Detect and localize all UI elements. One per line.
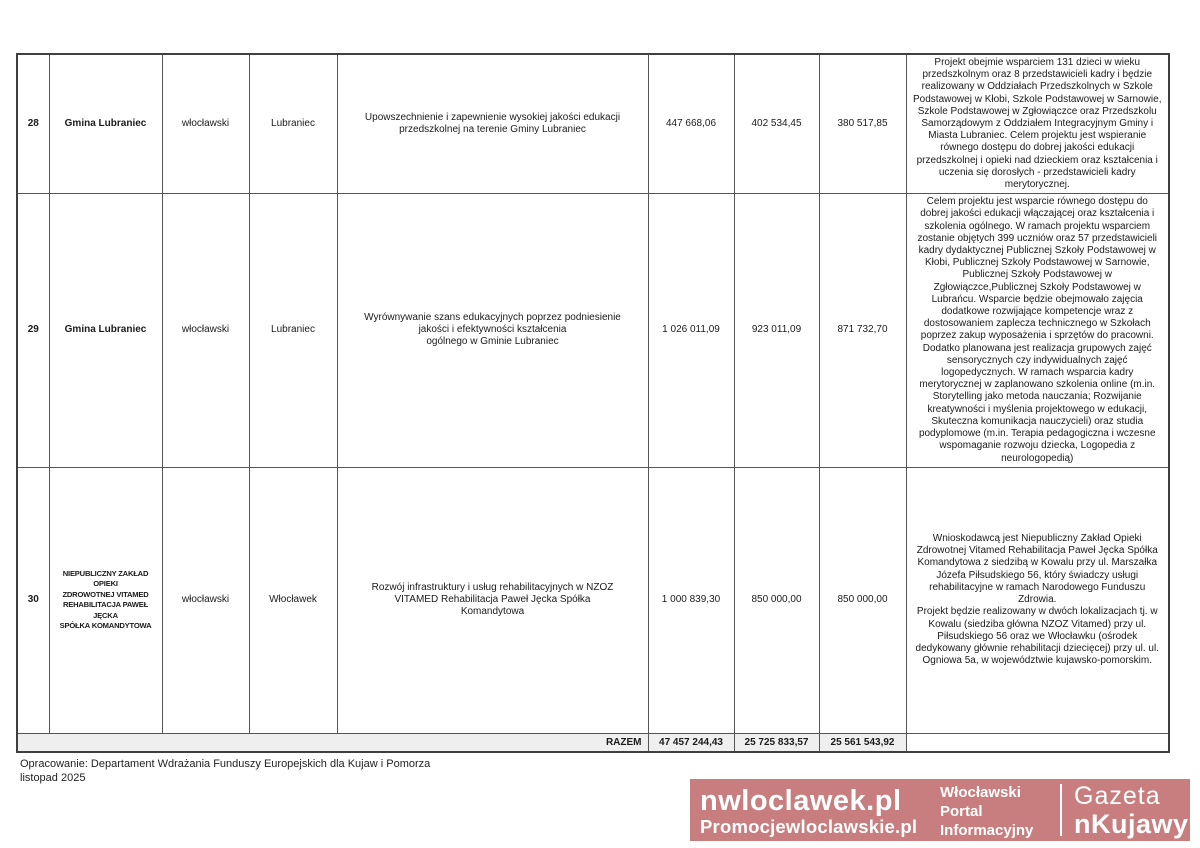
eu-funding-cell: 402 534,45 — [734, 54, 819, 194]
beneficiary-cell: Gmina Lubraniec — [49, 194, 162, 467]
table-row — [17, 194, 1169, 467]
row-number: 28 — [17, 54, 49, 194]
co-funding-cell: 850 000,00 — [819, 467, 906, 733]
gmina-cell: Włocławek — [249, 467, 337, 733]
powiat-cell: włocławski — [162, 54, 249, 194]
prepared-by-line: Opracowanie: Departament Wdrażania Funduszy Europejskich dla Kujaw i Pomorza — [20, 758, 431, 770]
summary-total-value: 47 457 244,43 — [648, 733, 734, 752]
nwloclawek-logo — [690, 779, 938, 841]
total-value-cell: 1 000 839,30 — [648, 467, 734, 733]
nkujawy-text: nKujawy — [1074, 809, 1189, 839]
summary-co-funding: 25 561 543,92 — [819, 733, 906, 752]
project-description-cell: Projekt obejmie wsparciem 131 dzieci w wieku przedszkolnym oraz 8 przedstawicieli kadry i będzie realizowany w Oddziałach Przedszkolnych w Szkole Podstawowej w Kłobi, Szkole Podstawowej w Sarnowie, Szkole Podstawowej w Zgłowiączce oraz Przedszkolu Samorządowym z Oddziałem Integracyjnym Gminy i Miasta Lubraniec. Celem projektu jest wspieranie równego dostępu do dobrej jakości edukacji przedszkolnej i opieki nad dzieckiem oraz kształcenia i uczenia się dorosłych - przedstawicieli kadry merytorycznej. — [906, 54, 1169, 194]
prepared-by-note — [20, 757, 430, 785]
nwloclawek-site-text: nwloclawek.pl — [700, 784, 902, 817]
total-value-cell: 447 668,06 — [648, 54, 734, 194]
portal-tagline — [938, 779, 1060, 841]
eu-funding-cell: 850 000,00 — [734, 467, 819, 733]
table-row — [17, 467, 1169, 733]
tagline-line: Informacyjny — [940, 822, 1034, 839]
grant-projects-table — [16, 53, 1170, 753]
co-funding-cell: 380 517,85 — [819, 54, 906, 194]
promocje-site-text: Promocjewloclawskie.pl — [700, 815, 918, 837]
summary-eu-funding: 25 725 833,57 — [734, 733, 819, 752]
co-funding-cell: 871 732,70 — [819, 194, 906, 467]
gazeta-nkujawy-logo — [1062, 779, 1190, 841]
media-logo-banner — [690, 779, 1190, 841]
row-number: 29 — [17, 194, 49, 467]
prepared-date-line: listopad 2025 — [20, 772, 86, 784]
summary-label: RAZEM — [17, 733, 648, 752]
tagline-line: Portal — [940, 803, 983, 820]
powiat-cell: włocławski — [162, 194, 249, 467]
gazeta-text: Gazeta — [1074, 782, 1161, 810]
project-title-cell: Rozwój infrastruktury i usług rehabilitacyjnych w NZOZ VITAMED Rehabilitacja Paweł Jęcka Spółka Komandytowa — [337, 467, 648, 733]
tagline-line: Włocławski — [940, 784, 1021, 801]
project-title-cell: Upowszechnienie i zapewnienie wysokiej jakości edukacji przedszkolnej na terenie Gminy Lubraniec — [337, 54, 648, 194]
powiat-cell: włocławski — [162, 467, 249, 733]
gmina-cell: Lubraniec — [249, 54, 337, 194]
table-row — [17, 54, 1169, 194]
project-description-cell: Celem projektu jest wsparcie równego dostępu do dobrej jakości edukacji włączającej oraz kształcenia i szkolenia ogólnego. W ramach projektu wsparciem zostanie objętych 399 uczniów oraz 57 przedstawicieli kadry dydaktycznej Publicznej Szkoły Podstawowej w Kłobi, Publicznej Szkoły Podstawowej w Sarnowie, Publicznej Szkoły Podstawowej w Zgłowiączce,Publicznej Szkoły Podstawowej w Lubrańcu. Wsparcie będzie obejmowało zajęcia dodatkowe rozwijające kompetencje wraz z dostosowaniem zaplecza technicznego w Szkołach poprzez zakup wyposażenia i sprzętów do pracowni. Dodatko planowana jest realizacja grupowych zajęć sensorycznych czy indywidualnych zajęć logopedycznych. W ramach wsparcia kadry merytorycznej w zaplanowano szkolenia online (m.in. Storytelling jako metoda nauczania; Rozwijanie kreatywności i myślenia projektowego w edukacji, Skuteczna komunikacja nauczycieli) oraz studia podyplomowe (m.in. Terapia pedagogiczna i wczesne wspomaganie rozwoju dziecka, Logopedia z neurologopedią) — [906, 194, 1169, 467]
gmina-cell: Lubraniec — [249, 194, 337, 467]
eu-funding-cell: 923 011,09 — [734, 194, 819, 467]
total-value-cell: 1 026 011,09 — [648, 194, 734, 467]
project-title-cell: Wyrównywanie szans edukacyjnych poprzez podniesienie jakości i efektywności kształcenia ogólnego w Gminie Lubraniec — [337, 194, 648, 467]
beneficiary-cell: NIEPUBLICZNY ZAKŁAD OPIEKI ZDROWOTNEJ VITAMED REHABILITACJA PAWEŁ JĘCKA SPÓŁKA KOMANDYTOWA — [49, 467, 162, 733]
project-description-cell: Wnioskodawcą jest Niepubliczny Zakład Opieki Zdrowotnej Vitamed Rehabilitacja Paweł Jęcka Spółka Komandytowa z siedzibą w Kowalu przy ul. Marszałka Józefa Piłsudskiego 56, który świadczy usługi rehabilitacyjne w ramach Narodowego Funduszu Zdrowia. Projekt będzie realizowany w dwóch lokalizacjach tj. w Kowalu (siedziba główna NZOZ Vitamed) przy ul. Piłsudskiego 56 oraz we Włocławku (ośrodek dedykowany głównie rehabilitacji dziecięcej) przy ul. ul. Ogniowa 5a, w województwie kujawsko-pomorskim. — [906, 467, 1169, 733]
summary-empty-cell — [906, 733, 1169, 752]
summary-row — [17, 733, 1169, 752]
row-number: 30 — [17, 467, 49, 733]
beneficiary-cell: Gmina Lubraniec — [49, 54, 162, 194]
